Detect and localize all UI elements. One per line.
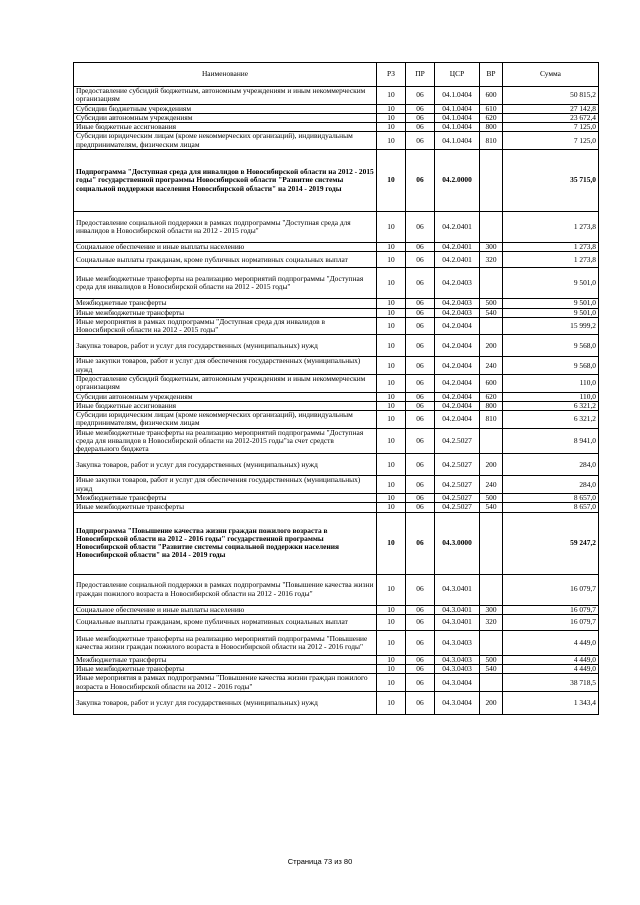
cell-name: Социальное обеспечение и иные выплаты населению [74,605,377,614]
cell-csr: 04.2.0404 [435,357,480,375]
cell-pr: 06 [406,374,435,392]
cell-csr: 04.3.0403 [435,630,480,655]
cell-rz: 10 [377,454,406,476]
cell-vr: 200 [480,335,503,357]
cell-sum: 23 672,4 [503,113,599,122]
cell-name: Предоставление социальной поддержки в рамках подпрограммы "Повышение качества жизни граждан пожилого возраста в Новосибирской области на 2012 - 2016 годы" [74,574,377,605]
cell-pr: 06 [406,87,435,105]
cell-sum: 1 273,8 [503,211,599,242]
cell-pr: 06 [406,428,435,454]
cell-rz: 10 [377,149,406,211]
cell-pr: 06 [406,308,435,317]
cell-vr: 320 [480,614,503,630]
cell-name: Межбюджетные трансферты [74,655,377,664]
cell-sum: 6 321,2 [503,401,599,410]
cell-rz: 10 [377,211,406,242]
cell-name: Иные межбюджетные трансферты [74,665,377,674]
cell-vr: 620 [480,113,503,122]
cell-csr: 04.2.0401 [435,242,480,251]
table-row [74,428,599,454]
cell-rz: 10 [377,335,406,357]
cell-rz: 10 [377,357,406,375]
cell-vr [480,211,503,242]
cell-pr: 06 [406,299,435,308]
cell-sum: 9 568,0 [503,335,599,357]
budget-table [73,62,599,715]
cell-name: Межбюджетные трансферты [74,299,377,308]
cell-pr: 06 [406,149,435,211]
cell-csr: 04.3.0401 [435,574,480,605]
cell-vr [480,428,503,454]
cell-name: Иные межбюджетные трансферты на реализацию мероприятий подпрограммы "Доступная среда для инвалидов в Новосибирской области на 2012 - 2015 годы" [74,268,377,299]
header-name: Наименование [74,63,377,87]
table-row [74,605,599,614]
cell-rz: 10 [377,268,406,299]
table-row [74,476,599,494]
cell-pr: 06 [406,665,435,674]
header-vr: ВР [480,63,503,87]
table-row [74,665,599,674]
cell-vr [480,512,503,574]
table-row [74,574,599,605]
cell-csr: 04.2.5027 [435,494,480,503]
cell-vr: 240 [480,476,503,494]
cell-rz: 10 [377,428,406,454]
cell-rz: 10 [377,317,406,335]
cell-name: Закупка товаров, работ и услуг для государственных (муниципальных) нужд [74,454,377,476]
header-sum: Сумма [503,63,599,87]
cell-sum: 1 273,8 [503,242,599,251]
cell-sum: 284,0 [503,476,599,494]
cell-csr: 04.2.0404 [435,335,480,357]
cell-name: Иные закупки товаров, работ и услуг для обеспечения государственных (муниципальных) нужд [74,476,377,494]
cell-csr: 04.3.0401 [435,605,480,614]
cell-name: Иные межбюджетные трансферты на реализацию мероприятий подпрограммы "Повышение качества жизни граждан пожилого возраста в Новосибирской области на 2012 - 2016 годы" [74,630,377,655]
cell-sum: 7 125,0 [503,123,599,132]
cell-vr: 300 [480,605,503,614]
cell-name: Подпрограмма "Повышение качества жизни граждан пожилого возраста в Новосибирской области на 2012 - 2016 годы" государственной программы Новосибирской области "Развитие системы социальной поддержки населения Новосибирской области" на 2014 - 2019 годы [74,512,377,574]
cell-sum: 8 657,0 [503,494,599,503]
cell-name: Субсидии автономным учреждениям [74,113,377,122]
cell-csr: 04.2.5027 [435,428,480,454]
cell-name: Иные бюджетные ассигнования [74,123,377,132]
table-row [74,123,599,132]
table-header-row [74,63,599,87]
cell-rz: 10 [377,252,406,268]
cell-rz: 10 [377,605,406,614]
cell-vr: 540 [480,503,503,512]
table-row [74,242,599,251]
cell-sum: 15 999,2 [503,317,599,335]
cell-name: Иные межбюджетные трансферты [74,503,377,512]
table-row [74,357,599,375]
cell-name: Межбюджетные трансферты [74,494,377,503]
cell-name: Субсидии юридическим лицам (кроме некоммерческих организаций), индивидуальным предпринимателям, физическим лицам [74,411,377,429]
cell-vr: 200 [480,692,503,715]
cell-rz: 10 [377,104,406,113]
cell-vr: 810 [480,132,503,150]
cell-pr: 06 [406,401,435,410]
cell-pr: 06 [406,113,435,122]
table-row [74,655,599,664]
cell-pr: 06 [406,655,435,664]
cell-vr: 620 [480,392,503,401]
cell-vr: 600 [480,374,503,392]
table-row [74,299,599,308]
cell-csr: 04.2.0403 [435,299,480,308]
cell-pr: 06 [406,512,435,574]
cell-csr: 04.2.5027 [435,454,480,476]
cell-vr: 200 [480,454,503,476]
cell-rz: 10 [377,132,406,150]
cell-sum: 4 449,0 [503,665,599,674]
cell-vr: 540 [480,665,503,674]
cell-pr: 06 [406,335,435,357]
cell-pr: 06 [406,454,435,476]
table-row [74,614,599,630]
cell-vr: 500 [480,494,503,503]
cell-csr: 04.2.5027 [435,503,480,512]
cell-csr: 04.2.0404 [435,392,480,401]
cell-sum: 110,0 [503,392,599,401]
table-row [74,392,599,401]
cell-csr: 04.3.0404 [435,692,480,715]
cell-pr: 06 [406,268,435,299]
header-pr: ПР [406,63,435,87]
cell-csr: 04.2.0404 [435,411,480,429]
cell-csr: 04.2.0401 [435,252,480,268]
cell-rz: 10 [377,614,406,630]
cell-name: Предоставление субсидий бюджетным, автономным учреждениям и иным некоммерческим организациям [74,374,377,392]
table-row [74,252,599,268]
cell-rz: 10 [377,392,406,401]
cell-sum: 8 657,0 [503,503,599,512]
cell-pr: 06 [406,242,435,251]
cell-pr: 06 [406,605,435,614]
table-row [74,454,599,476]
table-row [74,503,599,512]
cell-sum: 1 343,4 [503,692,599,715]
cell-vr: 320 [480,252,503,268]
cell-csr: 04.3.0404 [435,674,480,692]
cell-vr: 610 [480,104,503,113]
table-row [74,411,599,429]
cell-name: Закупка товаров, работ и услуг для государственных (муниципальных) нужд [74,692,377,715]
cell-name: Социальные выплаты гражданам, кроме публичных нормативных социальных выплат [74,252,377,268]
cell-pr: 06 [406,494,435,503]
cell-rz: 10 [377,401,406,410]
cell-rz: 10 [377,299,406,308]
table-row [74,268,599,299]
cell-rz: 10 [377,87,406,105]
cell-pr: 06 [406,674,435,692]
cell-rz: 10 [377,630,406,655]
cell-vr [480,674,503,692]
cell-csr: 04.3.0000 [435,512,480,574]
cell-csr: 04.2.0404 [435,374,480,392]
cell-sum: 38 718,5 [503,674,599,692]
cell-rz: 10 [377,692,406,715]
cell-vr: 810 [480,411,503,429]
table-row [74,674,599,692]
table-row [74,630,599,655]
cell-rz: 10 [377,123,406,132]
cell-sum: 16 079,7 [503,605,599,614]
cell-rz: 10 [377,411,406,429]
table-row [74,374,599,392]
table-row [74,104,599,113]
cell-name: Субсидии автономным учреждениям [74,392,377,401]
cell-vr: 800 [480,123,503,132]
cell-pr: 06 [406,692,435,715]
cell-csr: 04.2.0401 [435,211,480,242]
cell-pr: 06 [406,357,435,375]
table-row [74,132,599,150]
cell-sum: 9 501,0 [503,299,599,308]
cell-pr: 06 [406,132,435,150]
cell-name: Иные межбюджетные трансферты на реализацию мероприятий подпрограммы "Доступная среда для инвалидов в Новосибирской области на 2012-2015 годы"за счет средств федерального бюджета [74,428,377,454]
cell-sum: 9 568,0 [503,357,599,375]
cell-sum: 9 501,0 [503,268,599,299]
cell-sum: 8 941,0 [503,428,599,454]
cell-csr: 04.1.0404 [435,87,480,105]
cell-vr: 600 [480,87,503,105]
cell-vr: 500 [480,655,503,664]
table-row [74,308,599,317]
cell-csr: 04.3.0403 [435,655,480,664]
table-row [74,113,599,122]
cell-csr: 04.1.0404 [435,113,480,122]
cell-sum: 50 815,2 [503,87,599,105]
cell-pr: 06 [406,392,435,401]
cell-csr: 04.1.0404 [435,132,480,150]
cell-csr: 04.3.0401 [435,614,480,630]
cell-pr: 06 [406,317,435,335]
cell-sum: 284,0 [503,454,599,476]
cell-vr: 300 [480,242,503,251]
cell-pr: 06 [406,123,435,132]
cell-vr [480,317,503,335]
cell-name: Иные мероприятия в рамках подпрограммы "Доступная среда для инвалидов в Новосибирской области на 2012 - 2015 годы" [74,317,377,335]
cell-csr: 04.1.0404 [435,123,480,132]
cell-rz: 10 [377,665,406,674]
cell-sum: 35 715,0 [503,149,599,211]
cell-pr: 06 [406,104,435,113]
cell-pr: 06 [406,411,435,429]
cell-sum: 7 125,0 [503,132,599,150]
cell-sum: 110,0 [503,374,599,392]
cell-name: Иные межбюджетные трансферты [74,308,377,317]
cell-rz: 10 [377,674,406,692]
cell-csr: 04.2.0404 [435,317,480,335]
cell-name: Иные закупки товаров, работ и услуг для обеспечения государственных (муниципальных) нужд [74,357,377,375]
cell-rz: 10 [377,574,406,605]
table-row [74,317,599,335]
table-row [74,87,599,105]
cell-rz: 10 [377,655,406,664]
header-csr: ЦСР [435,63,480,87]
cell-pr: 06 [406,574,435,605]
cell-csr: 04.2.0404 [435,401,480,410]
cell-csr: 04.2.0000 [435,149,480,211]
cell-sum: 16 079,7 [503,614,599,630]
cell-name: Иные мероприятия в рамках подпрограммы "Повышение качества жизни граждан пожилого возраста в Новосибирской области на 2012 - 2016 годы" [74,674,377,692]
table-row [74,494,599,503]
table-row [74,149,599,211]
cell-sum: 4 449,0 [503,630,599,655]
cell-rz: 10 [377,512,406,574]
cell-name: Закупка товаров, работ и услуг для государственных (муниципальных) нужд [74,335,377,357]
cell-name: Предоставление социальной поддержки в рамках подпрограммы "Доступная среда для инвалидов в Новосибирской области на 2012 - 2015 годы" [74,211,377,242]
cell-vr [480,149,503,211]
cell-sum: 4 449,0 [503,655,599,664]
cell-pr: 06 [406,252,435,268]
cell-pr: 06 [406,630,435,655]
cell-pr: 06 [406,614,435,630]
cell-vr: 500 [480,299,503,308]
cell-sum: 59 247,2 [503,512,599,574]
cell-vr: 800 [480,401,503,410]
cell-pr: 06 [406,476,435,494]
cell-name: Иные бюджетные ассигнования [74,401,377,410]
table-body [74,87,599,715]
cell-vr: 540 [480,308,503,317]
cell-name: Социальные выплаты гражданам, кроме публичных нормативных социальных выплат [74,614,377,630]
cell-rz: 10 [377,374,406,392]
cell-rz: 10 [377,503,406,512]
cell-rz: 10 [377,476,406,494]
cell-sum: 1 273,8 [503,252,599,268]
cell-sum: 16 079,7 [503,574,599,605]
table-row [74,692,599,715]
cell-vr [480,268,503,299]
cell-csr: 04.2.0403 [435,308,480,317]
cell-csr: 04.2.0403 [435,268,480,299]
cell-name: Социальное обеспечение и иные выплаты населению [74,242,377,251]
cell-name: Подпрограмма "Доступная среда для инвалидов в Новосибирской области на 2012 - 2015 годы" государственной программы Новосибирской области "Развитие системы социальной поддержки населения Новосибирской области" на 2014 - 2019 годы [74,149,377,211]
cell-name: Субсидии бюджетным учреждениям [74,104,377,113]
cell-rz: 10 [377,113,406,122]
cell-sum: 27 142,8 [503,104,599,113]
cell-csr: 04.2.5027 [435,476,480,494]
table-row [74,512,599,574]
cell-vr [480,574,503,605]
cell-csr: 04.3.0403 [435,665,480,674]
cell-name: Предоставление субсидий бюджетным, автономным учреждениям и иным некоммерческим организациям [74,87,377,105]
page-footer: Страница 73 из 80 [287,857,353,866]
cell-rz: 10 [377,308,406,317]
cell-vr: 240 [480,357,503,375]
cell-csr: 04.1.0404 [435,104,480,113]
cell-sum: 9 501,0 [503,308,599,317]
table-row [74,335,599,357]
cell-rz: 10 [377,242,406,251]
cell-vr [480,630,503,655]
header-rz: РЗ [377,63,406,87]
table-row [74,211,599,242]
cell-name: Субсидии юридическим лицам (кроме некоммерческих организаций), индивидуальным предпринимателям, физическим лицам [74,132,377,150]
cell-sum: 6 321,2 [503,411,599,429]
cell-rz: 10 [377,494,406,503]
cell-pr: 06 [406,211,435,242]
table-row [74,401,599,410]
cell-pr: 06 [406,503,435,512]
